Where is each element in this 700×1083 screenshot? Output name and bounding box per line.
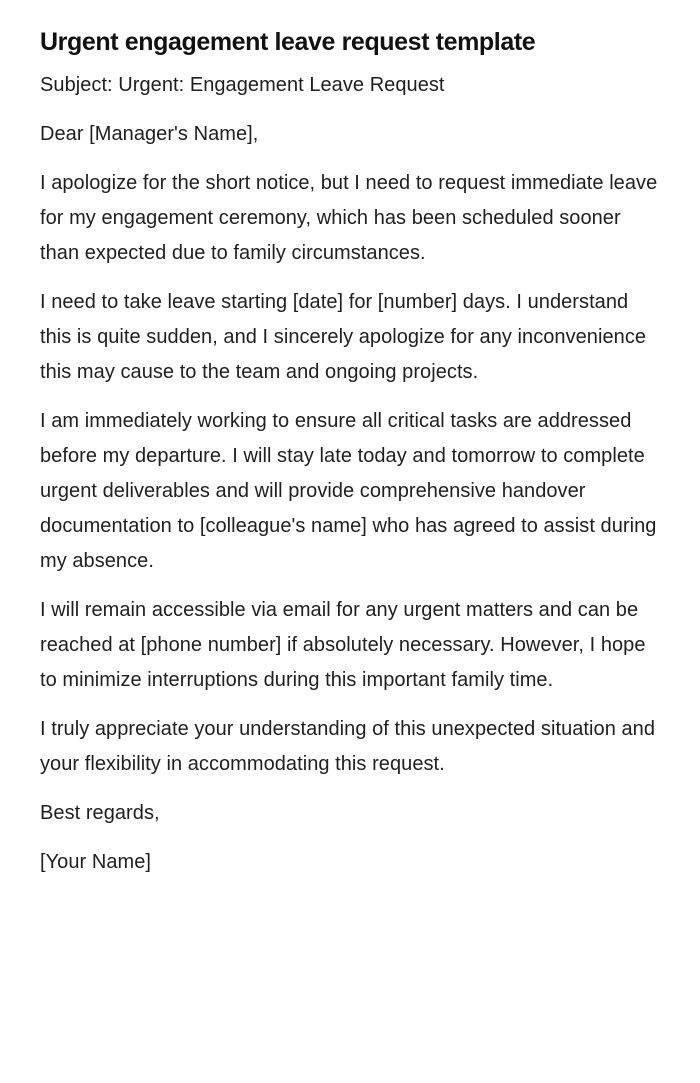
body-paragraph-handover: I am immediately working to ensure all critical tasks are addressed before my departure. I will stay late today and tomorrow to complete urgent deliverables and will provide comprehensive handover documentation to [colleague's name] who has agreed to assist during my absence. bbox=[40, 410, 657, 572]
body-paragraph-leave-dates: I need to take leave starting [date] for [number] days. I understand this is quite sudden, and I sincerely apologize for any inconvenience this may cause to the team and ongoing projects. bbox=[40, 291, 647, 383]
body-paragraph-apology: I apologize for the short notice, but I need to request immediate leave for my engagement ceremony, which has been scheduled sooner than expected due to family circumstances. bbox=[40, 172, 658, 264]
body-paragraph-appreciation: I truly appreciate your understanding of this unexpected situation and your flexibility in accommodating this request. bbox=[40, 718, 656, 775]
salutation: Dear [Manager's Name], bbox=[40, 123, 259, 145]
body-paragraph-availability: I will remain accessible via email for any urgent matters and can be reached at [phone number] if absolutely necessary. However, I hope to minimize interruptions during this important family time. bbox=[40, 599, 646, 691]
signature-placeholder: [Your Name] bbox=[40, 851, 151, 873]
document-title: Urgent engagement leave request template bbox=[40, 28, 536, 56]
email-subject-line: Subject: Urgent: Engagement Leave Request bbox=[40, 74, 445, 96]
closing-line: Best regards, bbox=[40, 802, 160, 824]
